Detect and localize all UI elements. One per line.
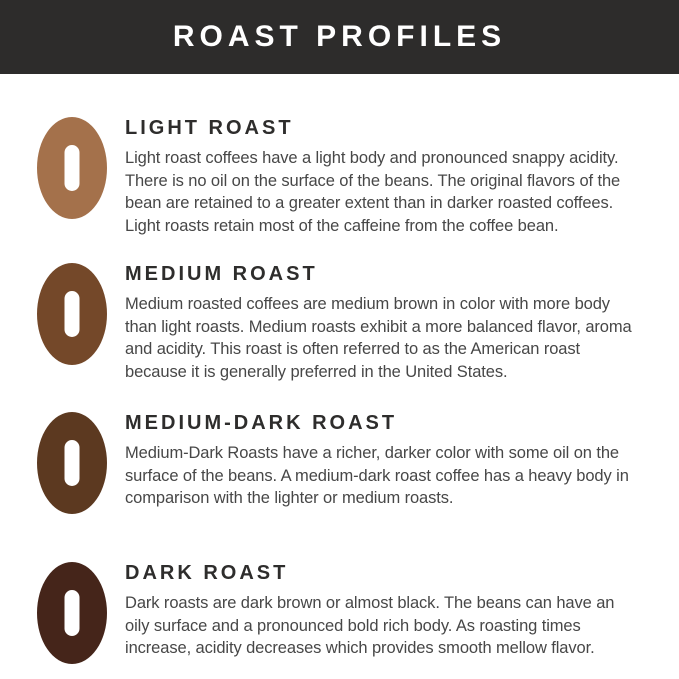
- coffee-bean-icon: [37, 263, 107, 365]
- section-description: Medium roasted coffees are medium brown in color with more body than light roasts. Medium roasts exhibit a more balanced flavor, aroma and acidity. This roast is often referred to as the American roast because it is generally preferred in the United States.: [125, 295, 632, 381]
- header-bar: [0, 0, 679, 74]
- section-description: Medium-Dark Roasts have a richer, darker color with some oil on the surface of the beans. A medium-dark roast coffee has a heavy body in comparison with the lighter or medium roasts.: [125, 444, 629, 507]
- bean-crease: [65, 145, 80, 191]
- roast-section-medium: [37, 263, 641, 383]
- roast-section-light: [37, 117, 641, 237]
- section-text: [125, 117, 641, 237]
- section-text: [125, 263, 641, 383]
- roast-profiles-list: [0, 74, 679, 664]
- section-title: MEDIUM ROAST: [125, 263, 318, 285]
- section-text: [125, 562, 641, 660]
- bean-crease: [65, 440, 80, 486]
- coffee-bean-icon: [37, 412, 107, 514]
- section-description: Dark roasts are dark brown or almost black. The beans can have an oily surface and a pronounced bold rich body. As roasting times increase, acidity decreases which provides smooth mellow flavor.: [125, 594, 615, 657]
- bean-crease: [65, 590, 80, 636]
- section-title: LIGHT ROAST: [125, 117, 294, 139]
- section-text: [125, 412, 641, 510]
- bean-crease: [65, 291, 80, 337]
- section-description: Light roast coffees have a light body and pronounced snappy acidity. There is no oil on the surface of the beans. The original flavors of the bean are retained to a greater extent than in darker roasted coffees. Light roasts retain most of the caffeine from the coffee bean.: [125, 149, 621, 235]
- coffee-bean-icon: [37, 117, 107, 219]
- roast-section-medium-dark: [37, 412, 641, 514]
- section-title: DARK ROAST: [125, 562, 289, 584]
- coffee-bean-icon: [37, 562, 107, 664]
- page-title: ROAST PROFILES: [172, 20, 507, 53]
- section-title: MEDIUM-DARK ROAST: [125, 412, 398, 434]
- roast-section-dark: [37, 562, 641, 664]
